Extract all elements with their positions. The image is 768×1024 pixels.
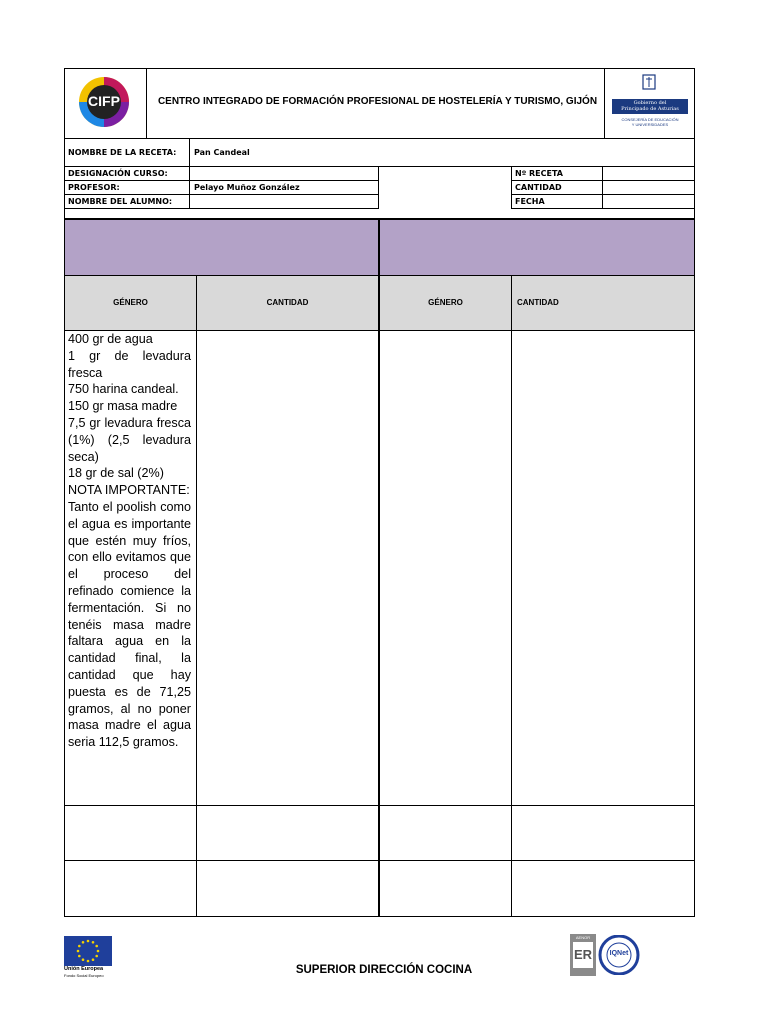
- ingredients-list: [68, 331, 191, 751]
- ingredient-line: NOTA IMPORTANTE:: [68, 483, 190, 498]
- gov-logo-line2: Principado de Asturias: [621, 106, 679, 112]
- teacher-value: Pelayo Muñoz González: [194, 183, 300, 192]
- recipe-name-label: NOMBRE DE LA RECETA:: [68, 148, 177, 157]
- cifp-logo: [78, 76, 130, 128]
- iqnet-logo: [597, 935, 641, 975]
- eu-label: Unión Europea: [64, 966, 104, 972]
- ingredient-line: 1 gr de levadura fresca: [68, 348, 191, 380]
- er-label: ER: [573, 947, 593, 962]
- section-header-left: [65, 220, 378, 275]
- ingredient-line: 18 gr de sal (2%): [68, 466, 164, 481]
- col-header-cantidad-2: CANTIDAD: [517, 298, 559, 307]
- cifp-logo-text: CIFP: [88, 93, 120, 109]
- recipe-number-label: Nº RECETA: [515, 169, 563, 178]
- footer-title: SUPERIOR DIRECCIÓN COCINA: [295, 964, 473, 976]
- col-header-genero-1: GÉNERO: [113, 298, 148, 307]
- ingredient-line: 750 harina candeal.: [68, 382, 179, 397]
- quantity-label: CANTIDAD: [515, 183, 562, 192]
- teacher-label: PROFESOR:: [68, 183, 120, 192]
- recipe-name-value: Pan Candeal: [194, 148, 250, 157]
- ingredient-line: 7,5 gr levadura fresca (1%) (2,5 levadura seca): [68, 415, 191, 464]
- gov-logo-line1: Gobierno del: [633, 100, 667, 106]
- ingredient-line: 150 gr masa madre: [68, 399, 178, 414]
- col-header-genero-2: GÉNERO: [428, 298, 463, 307]
- section-header-right: [380, 220, 694, 275]
- header-title: CENTRO INTEGRADO DE FORMACIÓN PROFESIONAL DE HOSTELERÍA Y TURISMO, GIJÓN: [157, 96, 598, 107]
- gov-logo-sub2: Y UNIVERSIDADES: [631, 122, 669, 127]
- aenor-label: AENOR: [575, 935, 591, 940]
- gov-logo-sub1: CONSEJERÍA DE EDUCACIÓN: [621, 117, 679, 122]
- eu-sublabel: Fondo Social Europeo: [64, 973, 104, 978]
- date-label: FECHA: [515, 197, 545, 206]
- course-label: DESIGNACIÓN CURSO:: [68, 169, 168, 178]
- ingredient-line: 400 gr de agua: [68, 332, 153, 346]
- col-header-cantidad-1: CANTIDAD: [266, 298, 309, 307]
- student-label: NOMBRE DEL ALUMNO:: [68, 197, 173, 206]
- iqnet-label: IQNet: [609, 950, 629, 957]
- aenor-er-logo: [570, 934, 596, 976]
- gov-asturias-logo: [610, 73, 690, 135]
- ingredient-note: Tanto el poolish como el agua es importante que estén muy fríos, con ello evitamos que el proceso del refinado comience la fermentación. Si no tenéis masa madre faltara agua en la cantidad final, la cantidad que hay puesta es de 71,25 gramos, al no poner masa madre el agua seria 112,5 gramos.: [68, 499, 191, 750]
